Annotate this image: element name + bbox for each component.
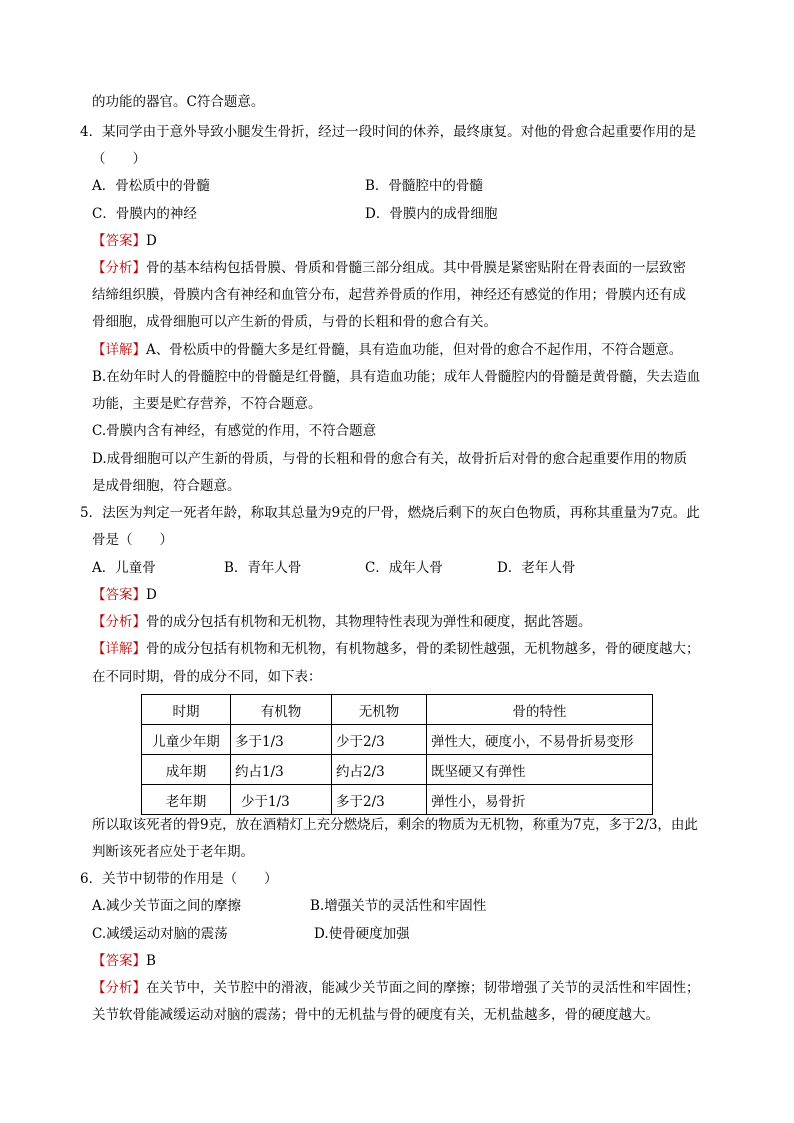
answer-label: 【答案】 [92, 953, 146, 969]
bone-composition-table [141, 694, 653, 815]
q6-option-b: B.增强关节的灵活性和牢固性 [310, 898, 487, 914]
analysis-label: 【分析】 [92, 260, 146, 276]
answer-value: D [146, 233, 157, 249]
analysis-label: 【分析】 [92, 614, 146, 630]
table-header: 有机物 [231, 695, 332, 725]
q4-analysis-line-3: 骨细胞，成骨细胞可以产生新的骨质，与骨的长粗和骨的愈合有关。 [92, 314, 497, 330]
table-row [142, 725, 653, 755]
q4-explanation [92, 341, 682, 359]
analysis-text: 骨的基本结构包括骨膜、骨质和骨髓三部分组成。其中骨膜是紧密贴附在骨表面的一层致密 [146, 260, 686, 276]
table-cell: 多于2/3 [332, 785, 427, 815]
analysis-text: 在关节中，关节腔中的滑液，能减少关节面之间的摩擦；韧带增强了关节的灵活性和牢固性； [146, 980, 700, 996]
q5-option-c: C．成年人骨 [365, 560, 443, 576]
q5-option-d: D．老年人骨 [497, 560, 576, 576]
q4-explanation-d-cont: 是成骨细胞，符合题意。 [92, 478, 241, 494]
table-cell: 成年期 [142, 755, 231, 785]
q6-analysis-cont: 关节软骨能减缓运动对脑的震荡；骨中的无机盐与骨的硬度有关，无机盐越多，骨的硬度越大。 [92, 1007, 659, 1023]
q4-analysis-line-2: 结缔组织膜，骨膜内含有神经和血管分布，起营养骨质的作用，神经还有感觉的作用；骨膜内还有成 [92, 287, 686, 303]
explanation-label: 【详解】 [92, 641, 146, 657]
table-cell: 少于2/3 [332, 725, 427, 755]
analysis-label: 【分析】 [92, 980, 146, 996]
q4-option-d: D．骨膜内的成骨细胞 [365, 206, 498, 222]
question-5-stem: 5．法医为判定一死者年龄，称取其总量为9克的尸骨，燃烧后剩下的灰白色物质，再称其重量为7克。此 [80, 505, 700, 521]
table-cell: 多于1/3 [231, 725, 332, 755]
table-cell: 儿童少年期 [142, 725, 231, 755]
answer-label: 【答案】 [92, 233, 146, 249]
table-cell: 少于1/3 [231, 785, 332, 815]
explanation-label: 【详解】 [92, 342, 146, 358]
table-row [142, 785, 653, 815]
explanation-text: A、骨松质中的骨髓大多是红骨髓，具有造血功能，但对骨的愈合不起作用，不符合题意。 [146, 342, 683, 358]
prev-answer-tail: 的功能的器官。C符合题意。 [92, 94, 265, 110]
question-4-blank: （ ） [92, 151, 146, 167]
q6-option-c: C.减缓运动对脑的震荡 [92, 926, 228, 942]
q6-option-a: A.减少关节面之间的摩擦 [92, 898, 242, 914]
answer-value: D [146, 587, 157, 603]
question-4-stem: 4．某同学由于意外导致小腿发生骨折，经过一段时间的休养，最终康复。对他的骨愈合起重要作用的是 [80, 124, 697, 140]
question-6-stem: 6．关节中韧带的作用是（ ） [80, 871, 278, 887]
analysis-text: 骨的成分包括有机物和无机物，其物理特性表现为弹性和硬度，据此答题。 [146, 614, 592, 630]
q5-option-a: A．儿童骨 [92, 560, 156, 576]
q4-analysis [92, 259, 686, 277]
q5-conclusion-cont: 判断该死者应处于老年期。 [92, 844, 254, 860]
q5-conclusion: 所以取该死者的骨9克，放在酒精灯上充分燃烧后，剩余的物质为无机物，称重为7克，多于2/3，由此 [92, 817, 698, 833]
table-header: 无机物 [332, 695, 427, 725]
table-header-row [142, 695, 653, 725]
q5-explanation [92, 640, 700, 658]
q6-option-d: D.使骨硬度加强 [314, 926, 410, 942]
q4-answer [92, 232, 157, 250]
q4-option-a: A．骨松质中的骨髓 [92, 178, 210, 194]
question-5-stem-cont: 骨是（ ） [92, 532, 173, 548]
table-header: 骨的特性 [427, 695, 653, 725]
q4-explanation-b-cont: 功能，主要是贮存营养，不符合题意。 [92, 396, 322, 412]
q5-answer [92, 586, 157, 604]
q4-explanation-c: C.骨膜内含有神经，有感觉的作用，不符合题意 [92, 423, 377, 439]
table-cell: 老年期 [142, 785, 231, 815]
q4-explanation-b: B.在幼年时人的骨髓腔中的骨髓是红骨髓，具有造血功能；成年人骨髓腔内的骨髓是黄骨髓，失去造血 [92, 369, 701, 385]
q6-answer [92, 952, 156, 970]
answer-label: 【答案】 [92, 587, 146, 603]
table-cell: 既坚硬又有弹性 [427, 755, 653, 785]
q4-option-c: C．骨膜内的神经 [92, 206, 197, 222]
q5-explanation-cont: 在不同时期，骨的成分不同，如下表： [92, 669, 322, 685]
table-cell: 弹性小，易骨折 [427, 785, 653, 815]
q4-explanation-d: D.成骨细胞可以产生新的骨质，与骨的长粗和骨的愈合有关，故骨折后对骨的愈合起重要作用的物质 [92, 451, 688, 467]
table-cell: 约占1/3 [231, 755, 332, 785]
table-header: 时期 [142, 695, 231, 725]
q5-analysis [92, 613, 592, 631]
q4-option-b: B．骨髓腔中的骨髓 [365, 178, 483, 194]
q6-analysis [92, 979, 700, 997]
q5-option-b: B．青年人骨 [224, 560, 302, 576]
table-row [142, 755, 653, 785]
table-cell: 约占2/3 [332, 755, 427, 785]
explanation-text: 骨的成分包括有机物和无机物，有机物越多，骨的柔韧性越强，无机物越多，骨的硬度越大； [146, 641, 700, 657]
answer-value: B [146, 953, 156, 969]
table-cell: 弹性大，硬度小，不易骨折易变形 [427, 725, 653, 755]
